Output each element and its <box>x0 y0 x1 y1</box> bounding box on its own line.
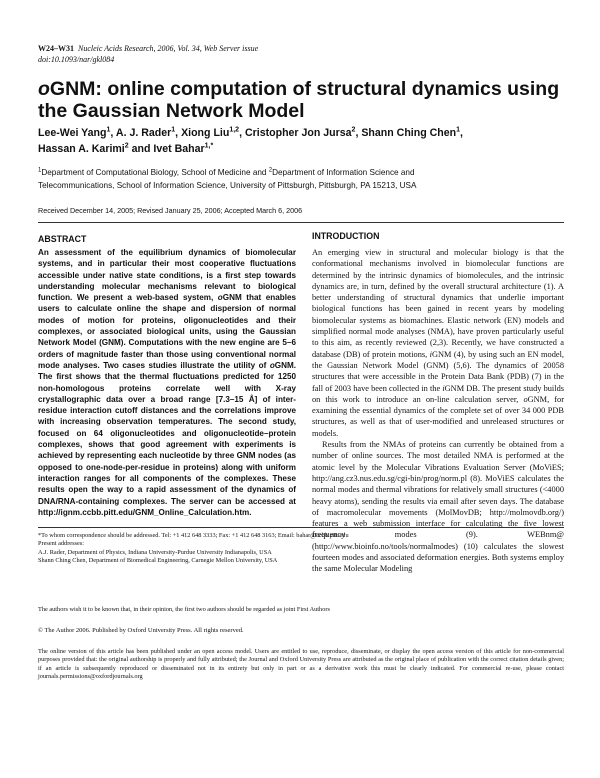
separator: , <box>175 127 179 139</box>
author-sup: 2 <box>351 126 356 134</box>
license-notice: The online version of this article has been published under an open access model. Users are entitled to use, reproduce, disseminate, or display the open access version of this article for non-commercial purposes provided that: the original authorship is properly and fully attributed; the Journal and Oxford University Press are attributed as the original place of publication with the correct citation details given; if an article is subsequently reproduced or disseminated not in its entirety but only in part or as a derivative work this must be clearly indicated. For commercial re-use, please contact journals.permissions@oxfordjournals.org <box>38 648 564 680</box>
joint-authors-note: The authors wish it to be known that, in their opinion, the first two authors should be regarded as joint First Authors <box>38 606 330 613</box>
affil-sup: 1 <box>38 167 42 174</box>
conjunction: and <box>131 143 151 155</box>
footnotes <box>38 532 564 565</box>
present-addresses-label: Present addresses: <box>38 540 84 548</box>
abstract-heading: ABSTRACT <box>38 234 87 244</box>
separator: , <box>355 127 359 139</box>
running-header <box>38 43 258 65</box>
author-name: A. J. Rader <box>115 127 172 139</box>
rader-address: A.J. Rader, Department of Physics, Indiana University-Purdue University Indianapolis, USA <box>38 548 272 556</box>
intro-paragraph: Results from the NMAs of proteins can currently be obtained from a number of online sources. The most detailed NMA is performed at the atomic level by the Molecular Vibrations Evaluation Server (MoViES; http://ang.cz3.nus.edu.sg/cgi-bin/prog/norm.pl (8). MoViES calculates the normal modes and thermal vibrations for relatively small structures (<4000 heavy atoms), sending the results via email after seven days. The database of macromolecular movements (MolMovDB; http://molmovdb.org/) features a web submission interface for calculating the five lowest frequency modes (9). WEBnm@ (http://www.bioinfo.no/tools/normalmodes) (10) calculates the slowest fourteen modes and associated deformation energies. Both systems employ the same Molecular Modeling <box>312 440 564 574</box>
author-sup: 1 <box>456 126 461 134</box>
author-name: Cristopher Jon Jursa <box>244 127 352 139</box>
affil-line: Telecommunications, School of Information Science, University of Pittsburgh, Pittsburgh, PA 15213, USA <box>38 180 417 190</box>
separator: , <box>110 127 114 139</box>
author-name: Xiong Liu <box>181 127 230 139</box>
author-list <box>38 125 568 157</box>
separator: , <box>460 127 463 139</box>
paper-title <box>38 78 568 122</box>
author-sup: 1 <box>106 126 111 134</box>
abstract-body <box>38 247 296 518</box>
intro-text: GNM, for examining the essential dynamics of the complete set of over 34 000 PDB structures, as well as that of user-modified and unreleased structures or models. <box>312 394 564 438</box>
abstract-text: GNM that enables users to calculate online the shape and dispersion of normal modes of motion for proteins, oligonucleotides and their complexes, or associated biological units, using the Gaussian Network Model (GNM). Computations with the new engine are 5–6 orders of magnitude faster than those using conventional normal mode analyses. Two cases studies illustrate the utility of <box>38 293 296 370</box>
intro-text: GNM DB. The present study builds on this work to introduce an on-line calculation server, <box>312 383 564 404</box>
intro-italic: i <box>429 349 432 359</box>
submission-dates: Received December 14, 2005; Revised January 25, 2006; Accepted March 6, 2006 <box>38 206 303 215</box>
journal-citation: Nucleic Acids Research, 2006, Vol. 34, Web Server issue <box>78 44 259 53</box>
affil-text: Department of Computational Biology, School of Medicine and <box>41 168 269 177</box>
abstract-text: GNM. The first shows that the thermal fluctuations predicted for 1250 non-homologous proteins correlate well with X-ray crystallographic data over a broad range [7.3–15 Å] of inter-residue interaction cutoff distances and the correlations improve with increasing observation temperatures. The second study, focused on 64 oligonucleotides and oligonucleotide–protein complexes, shows that good agreement with experiments is achieved by representing each nucleotide by three GNM nodes (as opposed to one-node-per-residue in proteins) along with uniform interaction ranges for all components of the complexes. These results open the way to a rapid assessment of the dynamics of DNA/RNA-containing complexes. The server can be accessed at http://ignm.ccbb.pitt.edu/GNM_Online_Calculation.htm. <box>38 360 296 517</box>
chen-address: Shann Ching Chen, Department of Biomedical Engineering, Carnegie Mellon University, USA <box>38 556 278 564</box>
intro-italic: i <box>442 383 445 393</box>
doi: doi:10.1093/nar/gkl084 <box>38 55 115 64</box>
intro-italic: o <box>523 394 528 404</box>
header-divider <box>38 222 564 223</box>
title-text: GNM: online computation of structural dynamics using the Gaussian Network Model <box>38 78 560 122</box>
author-sup: 2 <box>124 142 129 150</box>
title-prefix: o <box>38 78 50 100</box>
copyright-notice: © The Author 2006. Published by Oxford University Press. All rights reserved. <box>38 627 244 634</box>
author-name: Ivet Bahar <box>153 143 205 155</box>
author-name: Hassan A. Karimi <box>38 143 125 155</box>
abstract-text: An assessment of the equilibrium dynamics of biomolecular systems, and in particular their most cooperative fluctuations accessible under native state conditions, is a first step towards understanding molecular mechanisms relevant to biological function. We present a web-based system, <box>38 248 296 303</box>
author-name: Shann Ching Chen <box>361 127 457 139</box>
affil-text: Department of Information Science and <box>272 168 415 177</box>
correspondence-note: *To whom correspondence should be addressed. Tel: +1 412 648 3333; Fax: +1 412 648 3163; Email: bahar@ccbb.pitt.edu <box>38 532 349 539</box>
introduction-body <box>312 247 564 575</box>
footnote-divider <box>38 527 564 528</box>
author-sup: 1 <box>171 126 176 134</box>
affil-sup: 2 <box>268 167 273 174</box>
author-sup: 1,* <box>204 142 214 150</box>
abstract-italic: o <box>269 360 275 370</box>
author-name: Lee-Wei Yang <box>38 127 107 139</box>
affiliations <box>38 167 568 192</box>
separator: , <box>239 127 243 139</box>
introduction-heading: INTRODUCTION <box>312 231 380 241</box>
abstract-italic: o <box>217 293 223 303</box>
author-sup: 1,2 <box>229 126 240 134</box>
intro-text: An emerging view in structural and molecular biology is that the conformational mechanisms involved in biomolecular functions are determined by the intrinsic dynamics of biomolecules, and the intrinsic dynamics are, in turn, defined by the overall structural architecture (1). A better understanding of structural dynamics that underlie important biological functions has been gained in recent years by modeling biomolecular systems as biomachines. Elastic network (EN) models and simplified normal mode analyses (NMA), have proven particularly useful to this aim, as recently reviewed (2,3). Recently, we have constructed a database (DB) of protein motions, <box>312 248 564 359</box>
intro-paragraph <box>312 247 564 439</box>
intro-text: GNM (4), by using such an EN model, the Gaussian Network Model (GNM) (5,6). The dynamics of 20058 structures that were accessible in the Protein Data Bank (PDB) (7) in the fall of 2003 have been collected in the <box>312 349 565 393</box>
page-range: W24–W31 <box>38 44 74 53</box>
